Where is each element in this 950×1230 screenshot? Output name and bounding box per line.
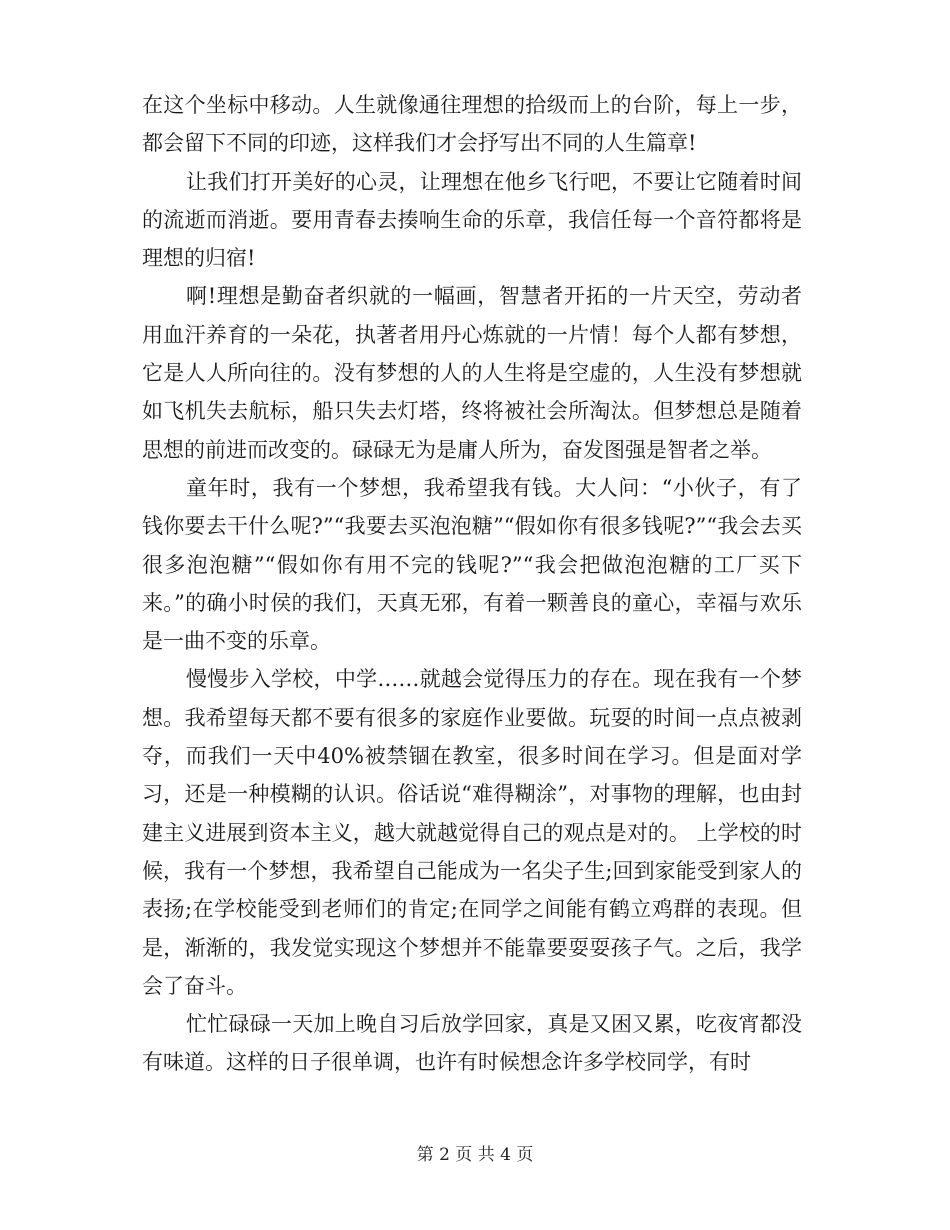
body-text: [142, 86, 802, 1082]
paragraph-ideal: 啊!理想是勤奋者织就的一幅画，智慧者开拓的一片天空，劳动者用血汗养育的一朵花，执著者用丹心炼就的一片情！每个人都有梦想，它是人人所向往的。没有梦想的人的人生将是空虚的，人生没有梦想就如飞机失去航标，船只失去灯塔，终将被社会所淘汰。但梦想总是随着思想的前进而改变的。碌碌无为是庸人所为，奋发图强是智者之举。: [142, 284, 802, 462]
paragraph-busy: 忙忙碌碌一天加上晚自习后放学回家，真是又困又累，吃夜宵都没有味道。这样的日子很单调，也许有时候想念许多学校同学，有时: [142, 1012, 802, 1075]
page-number: 第 2 页 共 4 页: [416, 1145, 534, 1165]
paragraph-open-heart: 让我们打开美好的心灵，让理想在他乡飞行吧，不要让它随着时间的流逝而消逝。要用青春去揍响生命的乐章，我信任每一个音符都将是理想的归宿!: [142, 169, 802, 271]
paragraph-childhood: 童年时，我有一个梦想，我希望我有钱。大人问：“小伙子，有了钱你要去干什么呢?”“我要去买泡泡糖”“假如你有很多钱呢?”“我会去买很多泡泡糖”“假如你有用不完的钱呢?”“我会把做泡泡糖的工厂买下来。”的确小时侯的我们，天真无邪，有着一颗善良的童心，幸福与欢乐是一曲不变的乐章。: [142, 475, 802, 654]
paragraph-school: 慢慢步入学校，中学……就越会觉得压力的存在。现在我有一个梦想。我希望每天都不要有很多的家庭作业要做。玩耍的时间一点点被剥夺，而我们一天中40%被禁锢在教室，很多时间在学习。但是面对学习，还是一种模糊的认识。俗话说“难得糊涂”，对事物的理解，也由封建主义进展到资本主义，越大就越觉得自己的观点是对的。 上学校的时候，我有一个梦想，我希望自己能成为一名尖子生;回到家能受到家人的表扬;在学校能受到老师们的肯定;在同学之间能有鹤立鸡群的表现。但是，渐渐的，我发觉实现这个梦想并不能靠要耍耍孩子气。之后，我学会了奋斗。: [142, 667, 802, 998]
paragraph-continuation: 在这个坐标中移动。人生就像通往理想的拾级而上的台阶，每上一步，都会留下不同的印迹，这样我们才会抒写出不同的人生篇章!: [142, 93, 802, 156]
